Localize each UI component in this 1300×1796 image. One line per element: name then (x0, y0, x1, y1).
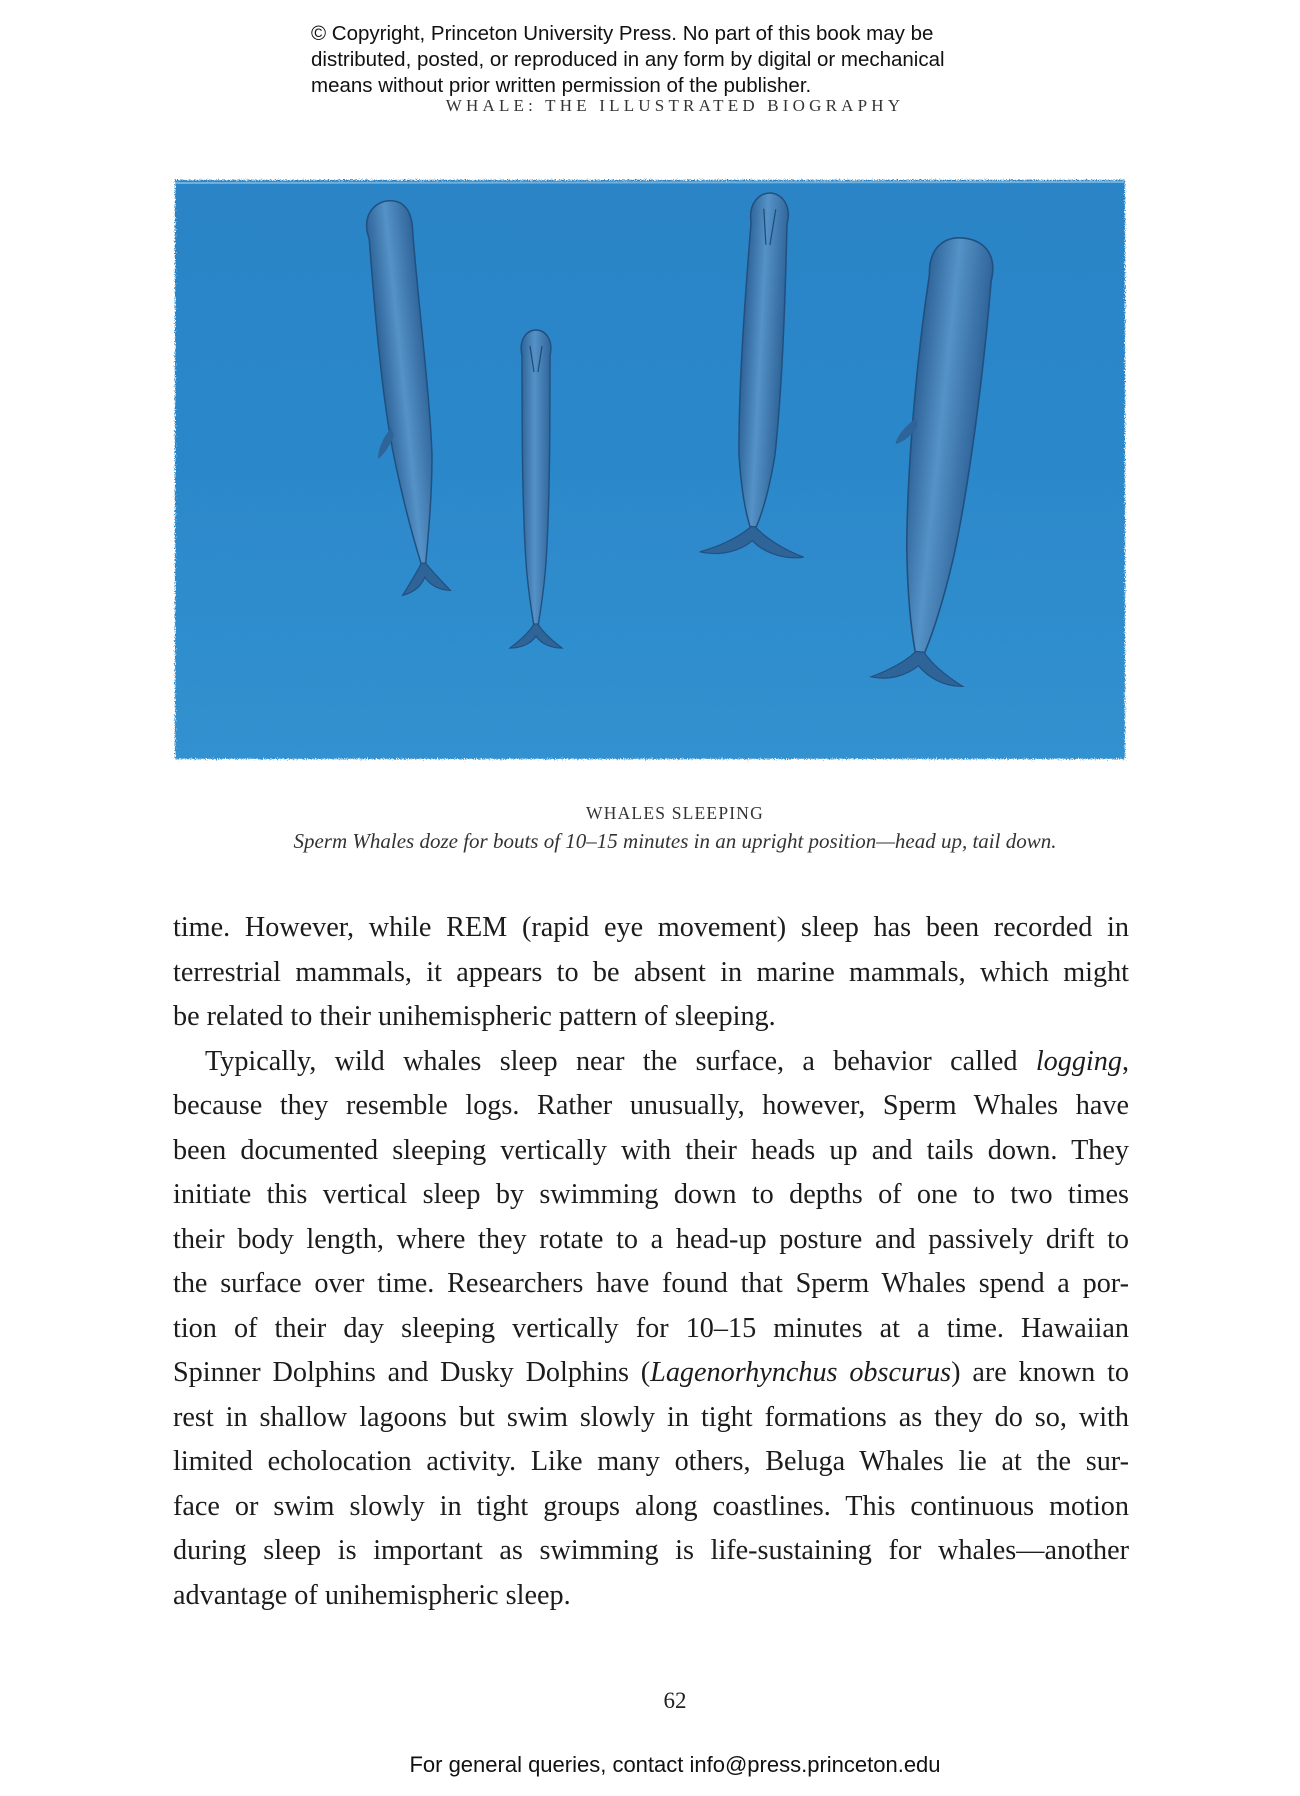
copyright-notice (311, 21, 1031, 99)
text-line: the surface over time. Researchers have found that Sperm Whales spend a por- (173, 1268, 1129, 1299)
text-line: rest in shallow lagoons but swim slowly in tight formations as they do so, with (173, 1401, 1129, 1433)
text-line (173, 1351, 1129, 1396)
whales-sleeping-illustration (172, 177, 1128, 762)
running-head: WHALE: THE ILLUSTRATED BIOGRAPHY (445, 96, 905, 115)
text-line: time. However, while REM (rapid eye movement) sleep has been recorded in (173, 912, 1129, 943)
figure-title: WHALES SLEEPING (586, 803, 764, 823)
text-line: initiate this vertical sleep by swimming down to depths of one to two times (173, 1179, 1129, 1210)
text-line: tion of their day sleeping vertically for 10–15 minutes at a time. Hawaiian (173, 1312, 1129, 1344)
text-line: because they resemble logs. Rather unusually, however, Sperm Whales have (173, 1090, 1129, 1121)
text-line: been documented sleeping vertically with their heads up and tails down. They (173, 1134, 1129, 1166)
italic-term: Lagenorhynchus obscurus (650, 1357, 952, 1388)
text-line: during sleep is important as swimming is life-sustaining for whales—another (173, 1535, 1129, 1566)
page-number: 62 (663, 1688, 687, 1713)
text-line: be related to their unihemispheric pattern of sleeping. (173, 1001, 776, 1032)
text-segment: ) are known to (951, 1357, 1130, 1388)
text-line: their body length, where they rotate to a head-up posture and passively drift to (173, 1223, 1129, 1255)
copyright-line: means without prior written permission of the publisher. (311, 74, 812, 97)
copyright-line: distributed, posted, or reproduced in any form by digital or mechanical (311, 48, 945, 71)
figure-caption: Sperm Whales doze for bouts of 10–15 minutes in an upright position—head up, tail down. (293, 829, 1057, 853)
footer-contact: For general queries, contact info@press.princeton.edu (409, 1752, 941, 1777)
text-segment: , (1121, 1045, 1129, 1077)
text-line (173, 1040, 1129, 1085)
text-line: face or swim slowly in tight groups along coastlines. This continuous motion (173, 1490, 1129, 1522)
text-line: limited echolocation activity. Like many others, Beluga Whales lie at the sur- (173, 1446, 1129, 1477)
copyright-line: © Copyright, Princeton University Press. No part of this book may be (311, 22, 934, 45)
body-text (173, 906, 1129, 1618)
text-line: terrestrial mammals, it appears to be absent in marine mammals, which might (173, 956, 1129, 988)
text-segment: Typically, wild whales sleep near the surface, a behavior called (205, 1045, 1036, 1077)
italic-term: logging (1035, 1045, 1122, 1077)
paragraph-1 (173, 906, 1129, 1040)
text-segment: Spinner Dolphins and Dusky Dolphins ( (173, 1357, 651, 1388)
paragraph-2 (173, 1040, 1129, 1619)
text-line: advantage of unihemispheric sleep. (173, 1579, 571, 1611)
